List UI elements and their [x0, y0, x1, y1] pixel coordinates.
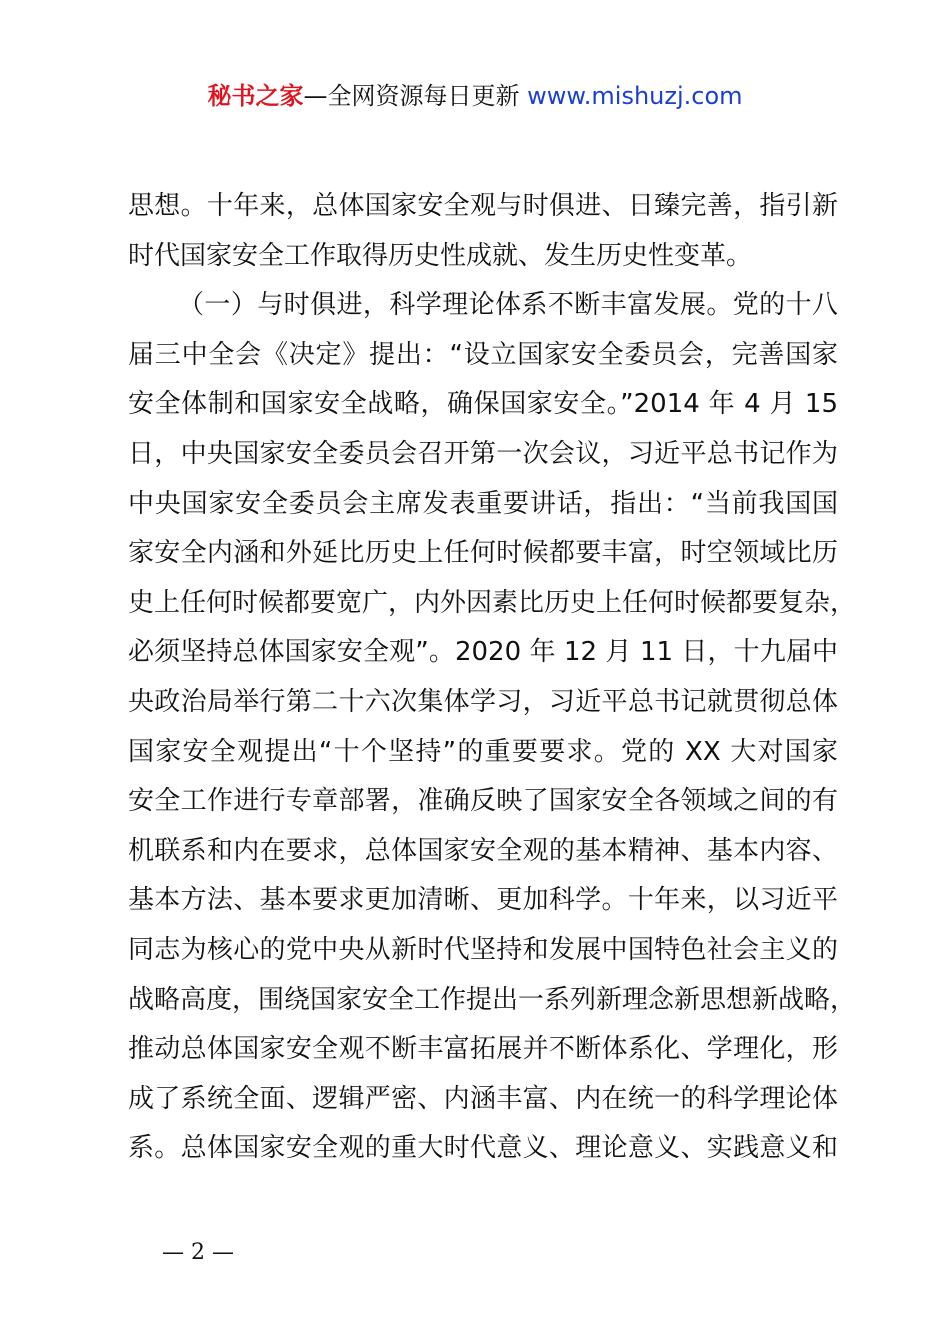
text-line: 史上任何时候都要宽广，内外因素比历史上任何时候都要复杂， [128, 587, 857, 618]
text-line: 家安全内涵和外延比历史上任何时候都要丰富，时空领域比历 [128, 538, 838, 569]
site-tagline: —全网资源每日更新 [303, 82, 520, 110]
document-body [128, 182, 857, 1174]
site-url-link[interactable]: www.mishuzj.com [527, 82, 743, 110]
text-line: 推动总体国家安全观不断丰富拓展并不断体系化、学理化，形 [128, 1034, 838, 1065]
text-line: 基本方法、基本要求更加清晰、更加科学。十年来，以习近平 [128, 885, 838, 916]
text-line: 中央国家安全委员会主席发表重要讲话，指出：“当前我国国 [128, 488, 838, 519]
text-line: 国家安全观提出“十个坚持”的重要要求。党的 XX 大对国家 [128, 736, 838, 767]
text-line: 战略高度，围绕国家安全工作提出一系列新理念新思想新战略， [128, 984, 857, 1015]
text-line: 届三中全会《决定》提出：“设立国家安全委员会，完善国家 [128, 339, 838, 370]
text-line: 系。总体国家安全观的重大时代意义、理论意义、实践意义和 [128, 1133, 838, 1164]
page-header [0, 80, 950, 112]
text-line: 日，中央国家安全委员会召开第一次会议，习近平总书记作为 [128, 438, 838, 469]
text-line: 成了系统全面、逻辑严密、内涵丰富、内在统一的科学理论体 [128, 1083, 838, 1114]
site-brand: 秘书之家 [207, 82, 304, 110]
text-line: 安全体制和国家安全战略，确保国家安全。”2014 年 4 月 15 [128, 389, 838, 420]
text-line: 同志为核心的党中央从新时代坚持和发展中国特色社会主义的 [128, 934, 838, 965]
text-line: 必须坚持总体国家安全观”。2020 年 12 月 11 日，十九届中 [128, 637, 838, 668]
text-line: 央政治局举行第二十六次集体学习，习近平总书记就贯彻总体 [128, 686, 838, 717]
text-line: 思想。十年来，总体国家安全观与时俱进、日臻完善，指引新 [128, 191, 838, 221]
paragraph-first-line: （一）与时俱进，科学理论体系不断丰富发展。党的十八 [178, 290, 838, 321]
page-number: — 2 — [162, 1240, 234, 1265]
text-line: 机联系和内在要求，总体国家安全观的基本精神、基本内容、 [128, 835, 838, 866]
text-line: 安全工作进行专章部署，准确反映了国家安全各领域之间的有 [128, 786, 838, 817]
text-line: 时代国家安全工作取得历史性成就、发生历史性变革。 [128, 240, 753, 271]
